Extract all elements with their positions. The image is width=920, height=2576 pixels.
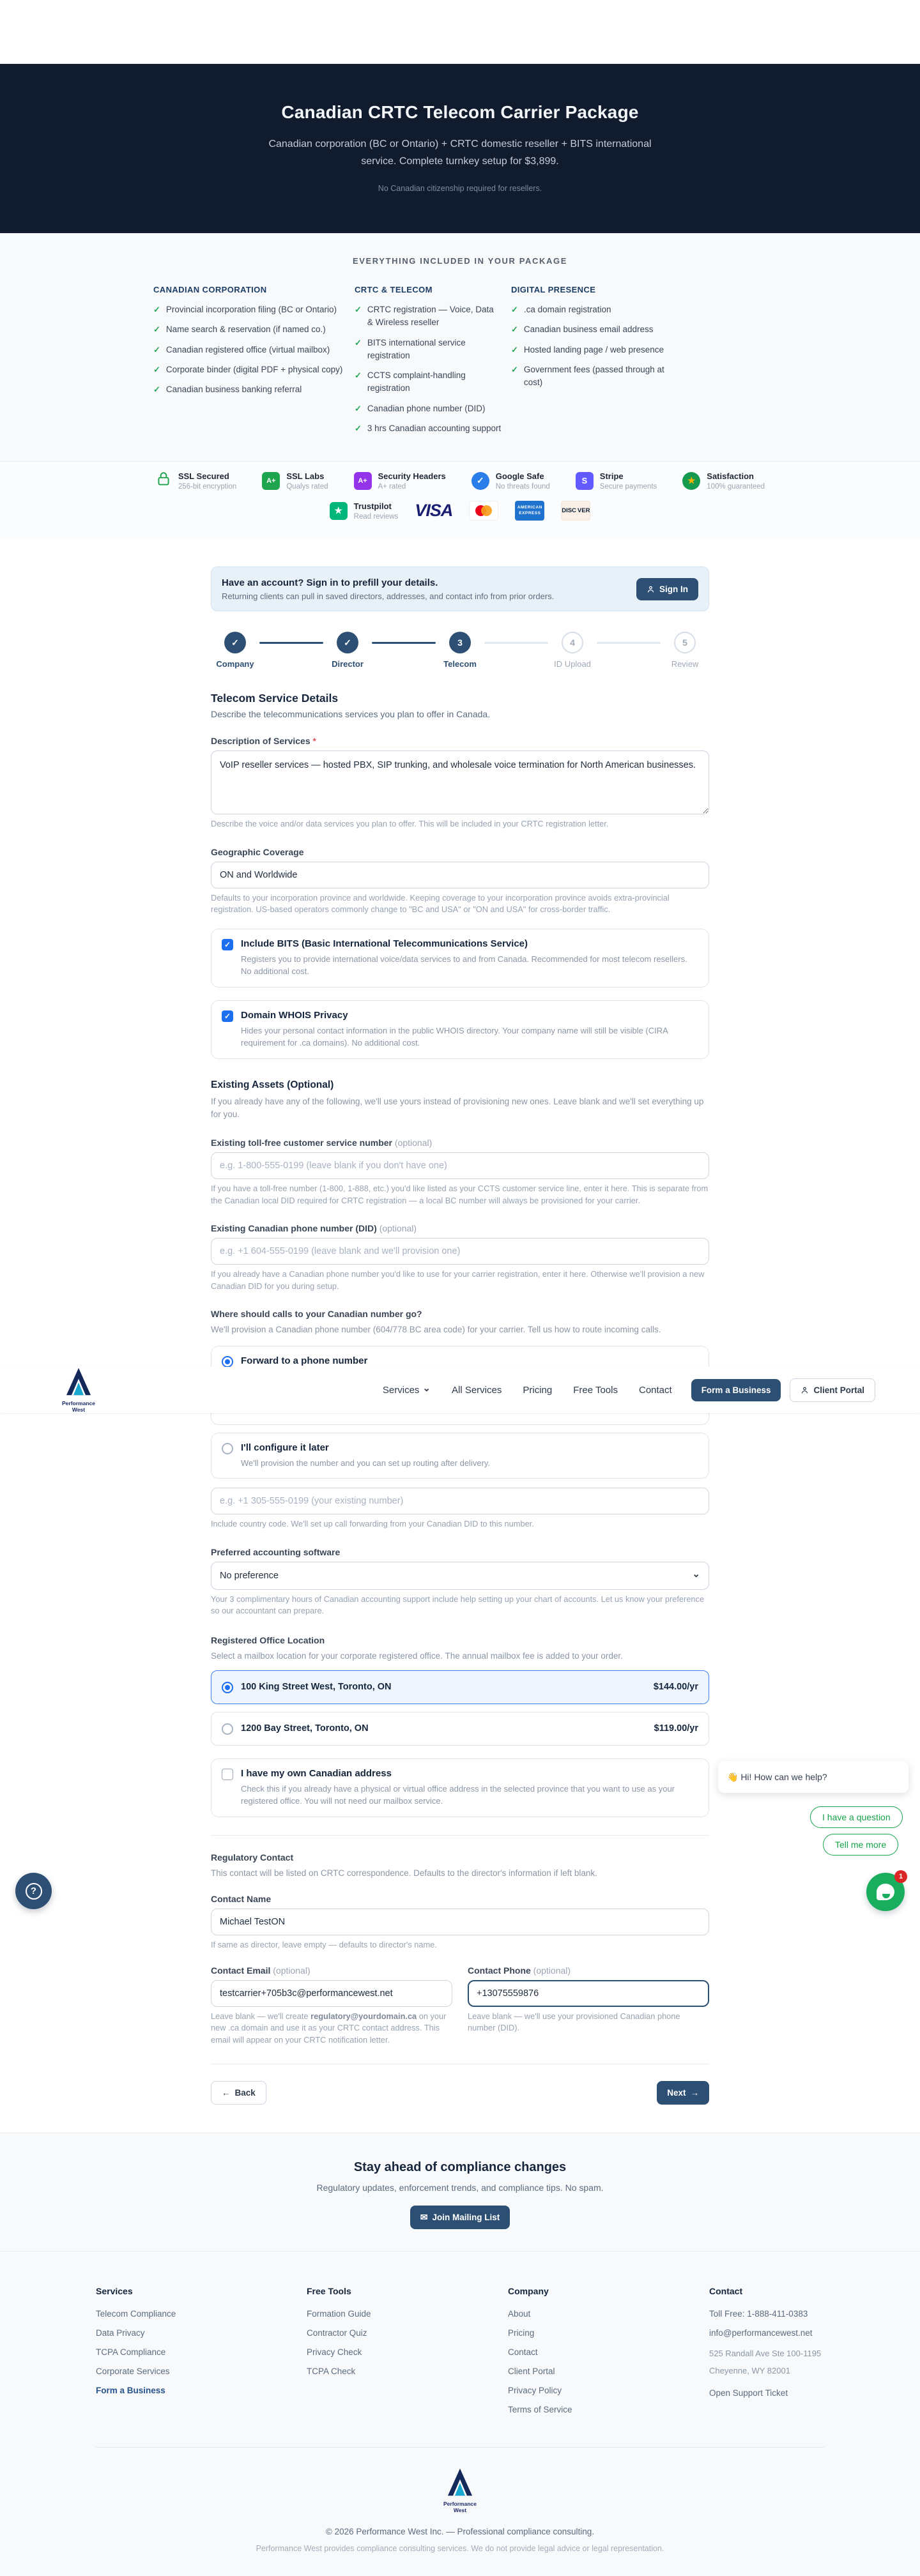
- coverage-input[interactable]: [211, 862, 709, 888]
- contact-phone-input[interactable]: [468, 1980, 709, 2007]
- list-item: [153, 303, 345, 316]
- badge-sub: 100% guaranteed: [707, 482, 765, 491]
- sign-in-button[interactable]: [636, 578, 698, 600]
- person-icon: [801, 1386, 809, 1394]
- discover-text: DISC: [562, 507, 576, 514]
- hero-note: No Canadian citizenship required for resellers.: [378, 184, 542, 193]
- trust-badges-section: [0, 462, 920, 540]
- footer-address-line2: Cheyenne, WY 82001: [709, 2366, 790, 2376]
- list-item: [355, 303, 502, 330]
- office-desc: Select a mailbox location for your corporate registered office. The annual mailbox fee is added to your order.: [211, 1650, 623, 1661]
- office-radio[interactable]: [222, 1682, 233, 1693]
- list-item: [153, 383, 345, 396]
- chevron-down-icon: [692, 1572, 700, 1580]
- list-item-text: Corporate binder (digital PDF + physical copy): [165, 364, 343, 374]
- badge-title: Google Safe: [495, 471, 544, 481]
- person-icon: [647, 585, 655, 593]
- tollfree-input[interactable]: [211, 1152, 709, 1179]
- footer-brand-name: Performance West: [443, 2501, 477, 2514]
- contact-phone-label: Contact Phone (optional): [468, 1965, 571, 1976]
- page-title: Canadian CRTC Telecom Carrier Package: [281, 102, 639, 122]
- grade-icon: A+: [354, 472, 372, 490]
- signin-title: Have an account? Sign in to prefill your details.: [222, 577, 438, 588]
- footer-link-privacy-check[interactable]: Privacy Check: [307, 2347, 362, 2358]
- form-a-business-button[interactable]: Form a Business: [691, 1379, 781, 1401]
- next-button[interactable]: [657, 2081, 709, 2105]
- footer-link-contractor-quiz[interactable]: Contractor Quiz: [307, 2328, 367, 2338]
- client-portal-button[interactable]: [790, 1378, 875, 1402]
- badge-trustpilot[interactable]: [330, 501, 399, 521]
- mastercard-logo: [469, 501, 498, 521]
- own-address-checkbox[interactable]: [222, 1769, 233, 1780]
- badge-satisfaction: [682, 471, 765, 491]
- contact-email-input[interactable]: [211, 1980, 452, 2007]
- footer-email[interactable]: info@performancewest.net: [709, 2328, 813, 2338]
- footer-col-title: Services: [96, 2286, 133, 2297]
- footer-col-title: Company: [508, 2286, 549, 2297]
- list-item-text: Canadian business banking referral: [165, 385, 302, 394]
- list-item-text: Provincial incorporation filing (BC or Ontario): [165, 305, 337, 314]
- trust-badge-row: [0, 471, 920, 491]
- contact-name-label: Contact Name: [211, 1894, 272, 1905]
- footer-link-tcpa-compliance[interactable]: TCPA Compliance: [96, 2347, 166, 2358]
- footer-phone[interactable]: Toll Free: 1-888-411-0383: [709, 2309, 808, 2319]
- step-connector: [259, 642, 323, 644]
- whois-label: Domain WHOIS Privacy: [241, 1009, 348, 1021]
- badge-title: Stripe: [599, 471, 624, 481]
- amex-text: AMERICAN: [517, 505, 542, 510]
- progress-stepper: [211, 632, 709, 669]
- arrow-right-icon: [691, 2088, 700, 2098]
- check-icon: [153, 323, 160, 336]
- back-label: Back: [234, 2088, 256, 2098]
- sign-in-label: Sign In: [659, 584, 688, 594]
- contact-name-help: If same as director, leave empty — defaults to director's name.: [211, 1940, 437, 1950]
- assets-desc: If you already have any of the following, we'll use yours instead of provisioning new ones. Leave blank and we'll set everything up for you.: [211, 1096, 704, 1119]
- trustpilot-star-icon: [330, 502, 348, 520]
- office-option-price: $119.00/yr: [654, 1723, 698, 1734]
- optional-tag: (optional): [379, 1223, 417, 1234]
- list-item-text: CCTS complaint-handling registration: [367, 370, 466, 393]
- badge-stripe: [576, 471, 657, 491]
- step-circle-review[interactable]: 5: [674, 632, 696, 653]
- footer-link-tcpa-check[interactable]: TCPA Check: [307, 2366, 356, 2377]
- stripe-icon: S: [576, 472, 594, 490]
- office-option-king[interactable]: [211, 1670, 709, 1704]
- coverage-help: Defaults to your incorporation province and worldwide. Keeping coverage to your incorporation province avoids extra-provincial registration. US-based operators commonly change to "BC and USA" or "ON and USA" for cross-border traffic.: [211, 892, 670, 915]
- join-mailing-list-button[interactable]: [410, 2206, 510, 2229]
- whois-card[interactable]: [211, 1000, 709, 1059]
- list-item: [355, 369, 502, 395]
- column-title: CRTC & TELECOM: [355, 285, 433, 294]
- chat-quick-reply-tell-more[interactable]: Tell me more: [823, 1834, 898, 1856]
- check-icon: [511, 323, 518, 336]
- badge-sub: No threats found: [495, 482, 550, 491]
- list-item: [153, 323, 345, 336]
- office-radio[interactable]: [222, 1723, 233, 1735]
- signin-subtitle: Returning clients can pull in saved directors, addresses, and contact info from prior orders.: [222, 591, 555, 601]
- footer-col-tools: [307, 2286, 508, 2424]
- badge-sub: 256-bit encryption: [178, 482, 237, 491]
- regulatory-desc: This contact will be listed on CRTC correspondence. Defaults to the director's information if left blank.: [211, 1868, 597, 1878]
- badge-sub: Qualys rated: [286, 482, 328, 491]
- top-navbar: [0, 1367, 920, 1413]
- check-icon: [511, 344, 518, 356]
- badge-security-headers: [354, 471, 446, 491]
- step-circle-telecom[interactable]: 3: [449, 632, 471, 653]
- arrow-left-icon: [222, 2088, 231, 2098]
- required-asterisk: *: [312, 736, 316, 746]
- nav-item-free-tools[interactable]: Free Tools: [573, 1384, 618, 1396]
- list-item-text: Name search & reservation (if named co.): [165, 324, 326, 335]
- bits-card[interactable]: [211, 929, 709, 987]
- footer-link-form-a-business[interactable]: Form a Business: [96, 2386, 165, 2396]
- mountain-logo-icon: [64, 1368, 93, 1396]
- badge-title: Security Headers: [378, 471, 446, 481]
- later-label: I'll configure it later: [241, 1442, 329, 1453]
- contact-phone-help: Leave blank — we'll use your provisioned Canadian phone number (DID).: [468, 2011, 680, 2033]
- form-actions: [211, 2081, 709, 2105]
- routing-heading: Where should calls to your Canadian number go?: [211, 1309, 422, 1320]
- step-label-telecom: Telecom: [443, 659, 477, 669]
- lock-icon: [155, 471, 172, 491]
- routing-later-card[interactable]: [211, 1433, 709, 1479]
- footer-col-title: Free Tools: [307, 2286, 351, 2297]
- brand-logo[interactable]: [56, 1368, 101, 1413]
- check-icon: [355, 337, 362, 363]
- check-icon: [153, 363, 160, 376]
- back-button[interactable]: [211, 2081, 266, 2105]
- client-portal-label: Client Portal: [813, 1385, 864, 1395]
- office-option-label: 100 King Street West, Toronto, ON: [241, 1682, 392, 1693]
- bits-checkbox[interactable]: [222, 939, 233, 950]
- badge-ssl-secured: [155, 471, 236, 491]
- contact-email-help: Leave blank — we'll create regulatory@yourdomain.ca on your new .ca domain and use it as your CRTC contact address. This email will appear on your CRTC notification letter.: [211, 2011, 447, 2045]
- badge-google-safe: [471, 471, 550, 491]
- footer-address-line1: 525 Randall Ave Ste 100-1195: [709, 2349, 822, 2359]
- coverage-label: Geographic Coverage: [211, 846, 304, 857]
- footer-link-telecom-compliance[interactable]: Telecom Compliance: [96, 2309, 176, 2319]
- chat-quick-reply-question[interactable]: I have a question: [810, 1806, 903, 1828]
- nav-item-pricing[interactable]: Pricing: [523, 1384, 553, 1396]
- office-option-bay[interactable]: [211, 1712, 709, 1746]
- footer-link-client-portal[interactable]: Client Portal: [508, 2366, 555, 2377]
- chevron-down-icon: [422, 1386, 431, 1394]
- step-circle-director[interactable]: ✓: [337, 632, 358, 653]
- list-item: [355, 402, 502, 415]
- column-title: CANADIAN CORPORATION: [153, 285, 267, 294]
- badge-sub: A+ rated: [378, 482, 406, 491]
- check-icon: [355, 369, 362, 395]
- step-label-director: Director: [332, 659, 364, 669]
- visa-logo: VISA: [415, 501, 453, 520]
- step-connector: [484, 642, 548, 644]
- contact-name-input[interactable]: [211, 1909, 709, 1935]
- main-content: [0, 567, 920, 2133]
- footer-link-corporate-services[interactable]: Corporate Services: [96, 2366, 170, 2377]
- grade-icon: A+: [262, 472, 280, 490]
- list-item-text: Canadian phone number (DID): [367, 403, 486, 413]
- contact-email-label: Contact Email (optional): [211, 1965, 310, 1976]
- footer-link-about[interactable]: About: [508, 2309, 531, 2319]
- accounting-select[interactable]: [211, 1562, 709, 1590]
- check-icon: [153, 344, 160, 356]
- brand-name: Performance West: [62, 1399, 95, 1413]
- footer-col-services: [96, 2286, 307, 2424]
- tollfree-help: If you have a toll-free number (1-800, 1-888, etc.) you'd like listed as your CCTS customer service line, enter it here. This is separate from the Canadian local DID required for CRTC registration — a local BC number will always be provisioned for your carrier.: [211, 1184, 709, 1205]
- disclaimer-text: Performance West provides compliance consulting services. We do not provide legal advice or legal representation.: [256, 2544, 664, 2554]
- page-top-spacer: [0, 0, 920, 64]
- column-title: DIGITAL PRESENCE: [511, 285, 596, 294]
- office-heading: Registered Office Location: [211, 1635, 325, 1645]
- nav-item-contact[interactable]: Contact: [638, 1384, 672, 1396]
- assets-heading: Existing Assets (Optional): [211, 1079, 334, 1090]
- chat-bubble-icon: [877, 1884, 894, 1900]
- help-button[interactable]: [15, 1873, 52, 1909]
- included-column-telecom: [355, 285, 502, 442]
- list-item-text: Canadian registered office (virtual mailbox): [165, 344, 330, 354]
- contact-email-field: [211, 1965, 452, 2046]
- chat-unread-badge: 1: [894, 1870, 907, 1883]
- own-address-desc: Check this if you already have a physical or virtual office address in the selected province that you want to use as your registered office. You will not need our mailbox service.: [241, 1783, 675, 1806]
- badge-sub: Secure payments: [599, 482, 657, 491]
- badge-title: SSL Secured: [178, 471, 229, 481]
- footer-link-privacy-policy[interactable]: Privacy Policy: [508, 2386, 562, 2396]
- amex-logo: [515, 501, 544, 521]
- footer-link-contact[interactable]: Contact: [508, 2347, 538, 2358]
- accounting-selected-value: No preference: [220, 1570, 279, 1581]
- did-label: Existing Canadian phone number (DID) (optional): [211, 1223, 417, 1234]
- description-textarea[interactable]: [211, 751, 709, 814]
- bits-label: Include BITS (Basic International Telecommunications Service): [241, 938, 528, 949]
- list-item-text: Canadian business email address: [523, 324, 654, 335]
- did-input[interactable]: [211, 1238, 709, 1265]
- next-label: Next: [667, 2088, 686, 2098]
- office-option-label: 1200 Bay Street, Toronto, ON: [241, 1723, 369, 1734]
- signin-banner: [211, 567, 709, 611]
- copyright-text: © 2026 Performance West Inc. — Professional compliance consulting.: [325, 2527, 595, 2537]
- divider: [96, 2447, 824, 2448]
- chat-greeting-bubble[interactable]: [718, 1761, 908, 1793]
- step-label-company: Company: [216, 659, 254, 669]
- bits-desc: Registers you to provide international voice/data services to and from Canada. Recommended for most telecom resellers. No additional cost.: [241, 954, 687, 977]
- included-section: [0, 233, 920, 462]
- routing-desc: We'll provision a Canadian phone number (604/778 BC area code) for your carrier. Tell us how to route incoming calls.: [211, 1325, 661, 1335]
- forward-label: Forward to a phone number: [241, 1355, 368, 1366]
- accounting-label: Preferred accounting software: [211, 1546, 341, 1557]
- badge-sub: Read reviews: [353, 512, 399, 521]
- list-item: [153, 363, 345, 376]
- chat-greeting-text: 👋 Hi! How can we help?: [727, 1771, 827, 1782]
- optional-tag: (optional): [273, 1965, 310, 1976]
- step-label-review: Review: [671, 659, 699, 669]
- join-mailing-list-label: Join Mailing List: [432, 2213, 500, 2223]
- list-item: [511, 323, 664, 336]
- list-item-text: Hosted landing page / web presence: [523, 344, 664, 354]
- nav-links: [383, 1385, 672, 1396]
- footer-link-support-ticket[interactable]: Open Support Ticket: [709, 2388, 788, 2398]
- payment-row: [0, 501, 920, 521]
- badge-ssl-labs: [262, 471, 328, 491]
- footer: [0, 2251, 920, 2576]
- own-address-label: I have my own Canadian address: [241, 1767, 392, 1779]
- later-desc: We'll provision the number and you can set up routing after delivery.: [241, 1458, 491, 1468]
- newsletter-heading: Stay ahead of compliance changes: [353, 2160, 567, 2175]
- check-icon: [511, 303, 518, 316]
- optional-tag: (optional): [533, 1965, 571, 1976]
- step-connector: [597, 642, 661, 644]
- list-item: [355, 422, 502, 435]
- list-item: [355, 337, 502, 363]
- step-circle-id-upload[interactable]: 4: [562, 632, 583, 653]
- footer-col-company: [508, 2286, 709, 2424]
- contact-phone-field: [468, 1965, 709, 2046]
- step-label-id-upload: ID Upload: [554, 659, 591, 669]
- optional-tag: (optional): [394, 1138, 433, 1148]
- description-label: Description of Services *: [211, 736, 316, 746]
- description-help: Describe the voice and/or data services you plan to offer. This will be included in your CRTC registration letter.: [211, 819, 609, 828]
- section-heading: Telecom Service Details: [211, 692, 339, 705]
- check-icon: [355, 303, 362, 330]
- question-mark-icon: [26, 1883, 42, 1900]
- mountain-logo-icon: [445, 2468, 475, 2496]
- footer-link-formation-guide[interactable]: Formation Guide: [307, 2309, 371, 2319]
- list-item-text: BITS international service registration: [367, 337, 466, 360]
- list-item-text: CRTC registration — Voice, Data & Wireless reseller: [367, 305, 494, 328]
- hero-banner: [0, 64, 920, 233]
- forward-number-input[interactable]: [211, 1488, 709, 1514]
- star-icon: [682, 472, 700, 490]
- step-circle-company[interactable]: ✓: [224, 632, 246, 653]
- badge-title: SSL Labs: [286, 471, 325, 481]
- regulatory-heading: Regulatory Contact: [211, 1852, 294, 1863]
- step-connector: [372, 642, 436, 644]
- tollfree-label: Existing toll-free customer service number (optional): [211, 1138, 433, 1148]
- list-item-text: .ca domain registration: [523, 305, 611, 314]
- check-icon: [153, 383, 160, 396]
- list-item: [511, 303, 664, 316]
- footer-link-terms[interactable]: Terms of Service: [508, 2405, 572, 2415]
- footer-col-title: Contact: [709, 2286, 743, 2297]
- newsletter-section: [0, 2133, 920, 2251]
- footer-brand-logo: [438, 2468, 482, 2513]
- badge-title: Satisfaction: [707, 471, 754, 481]
- discover-text: VER: [577, 507, 590, 514]
- check-icon: [355, 402, 362, 415]
- included-heading: EVERYTHING INCLUDED IN YOUR PACKAGE: [352, 256, 567, 266]
- list-item: [153, 344, 345, 356]
- included-column-digital: [511, 285, 664, 442]
- divider: [211, 1835, 709, 1836]
- footer-col-contact: [709, 2286, 824, 2424]
- badge-title: Trustpilot: [353, 501, 392, 511]
- mail-icon: [420, 2212, 428, 2223]
- accounting-help: Your 3 complimentary hours of Canadian accounting support include help setting up your chart of accounts. Let us know your preference so our accountant can prepare.: [211, 1594, 705, 1616]
- later-radio[interactable]: [222, 1443, 233, 1454]
- section-subheading: Describe the telecommunications services you plan to offer in Canada.: [211, 709, 491, 719]
- list-item-text: 3 hrs Canadian accounting support: [367, 423, 502, 433]
- discover-logo: [561, 501, 590, 521]
- hero-subtitle: Canadian corporation (BC or Ontario) + CRTC domestic reseller + BITS international service. Complete turnkey setup for $3,899.: [268, 139, 652, 167]
- whois-desc: Hides your personal contact information in the public WHOIS directory. Your company name will still be visible (CIRA requirement for .ca domains). No additional cost.: [241, 1025, 668, 1048]
- own-address-card[interactable]: [211, 1758, 709, 1817]
- check-circle-icon: [471, 472, 489, 490]
- footer-link-data-privacy[interactable]: Data Privacy: [96, 2328, 145, 2338]
- check-icon: [511, 363, 518, 390]
- footer-link-pricing[interactable]: Pricing: [508, 2328, 535, 2338]
- forward-radio[interactable]: [222, 1356, 233, 1368]
- amex-text: EXPRESS: [519, 510, 541, 515]
- nav-item-all-services[interactable]: All Services: [452, 1384, 502, 1396]
- list-item: [511, 344, 664, 356]
- check-icon: [355, 422, 362, 435]
- check-icon: [153, 303, 160, 316]
- forward-help: Include country code. We'll set up call forwarding from your Canadian DID to this number.: [211, 1519, 534, 1529]
- whois-checkbox[interactable]: [222, 1010, 233, 1022]
- list-item-text: Government fees (passed through at cost): [523, 364, 664, 387]
- included-column-corporation: [153, 285, 345, 442]
- nav-item-services[interactable]: Services ⌄: [383, 1385, 431, 1396]
- did-help: If you already have a Canadian phone number you'd like to use for your carrier registration, enter it here. Otherwise we'll provision a new Canadian DID for you during setup.: [211, 1269, 705, 1291]
- newsletter-sub: Regulatory updates, enforcement trends, and compliance tips. No spam.: [316, 2183, 604, 2193]
- office-option-price: $144.00/yr: [653, 1682, 698, 1693]
- chat-launcher-button[interactable]: [866, 1873, 905, 1911]
- list-item: [511, 363, 664, 390]
- included-grid: [153, 285, 664, 442]
